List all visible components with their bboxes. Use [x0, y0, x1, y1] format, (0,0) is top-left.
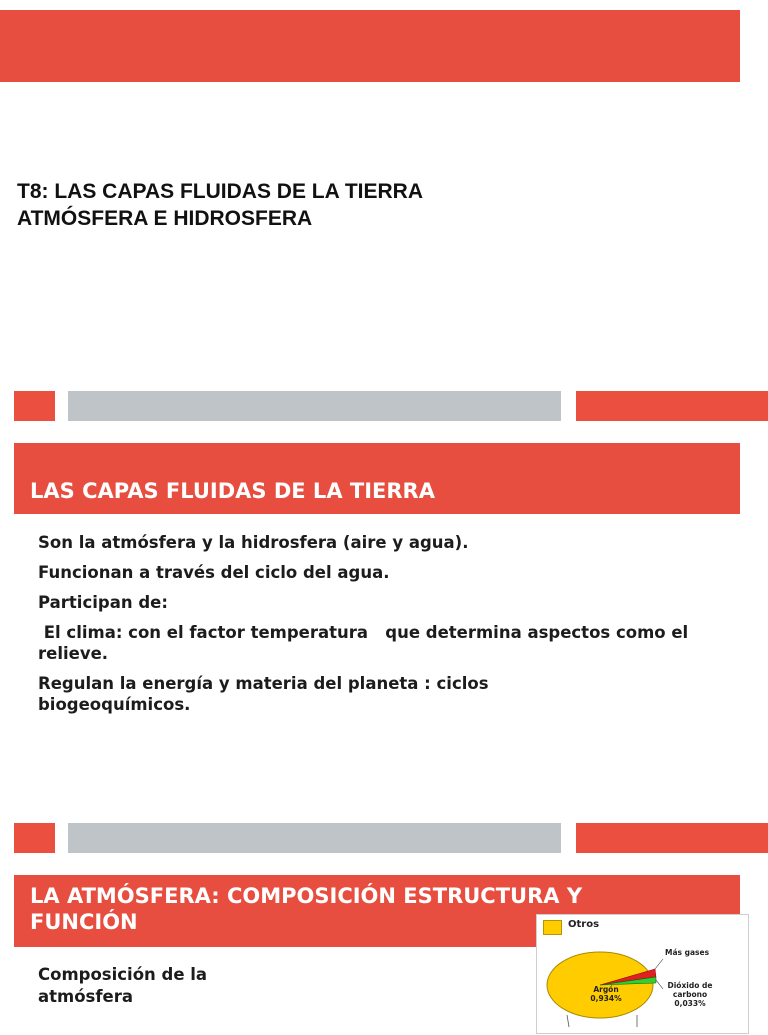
label-argon-line2: 0,934%: [590, 994, 622, 1003]
composition-label: Composición de la atmósfera: [38, 965, 208, 1006]
leader-line-mas-gases: [655, 959, 663, 969]
pie-chart: [536, 914, 749, 1034]
list-item: Funcionan a través del ciclo del agua.: [38, 563, 390, 582]
legend-label-otros: Otros: [568, 919, 600, 930]
label-argon-line1: Argón: [593, 985, 619, 994]
label-mas-gases: Más gases: [665, 948, 710, 957]
list-item: El clima: con el factor temperatura que determina aspectos como el relieve.: [38, 623, 694, 663]
title-line-1: T8: LAS CAPAS FLUIDAS DE LA TIERRA: [17, 180, 424, 203]
list-item: Participan de:: [38, 593, 168, 612]
label-argon: [585, 985, 627, 1003]
label-dioxido-line3: 0,033%: [674, 999, 706, 1008]
list-item: Regulan la energía y materia del planeta : ciclos biogeoquímicos.: [38, 674, 489, 714]
divider-red-left: [14, 823, 55, 853]
label-dioxido-line2: carbono: [672, 990, 708, 999]
slide-header: LAS CAPAS FLUIDAS DE LA TIERRA: [14, 443, 740, 514]
list-item: Son la atmósfera y la hidrosfera (aire y agua).: [38, 533, 469, 552]
title-line-2: ATMÓSFERA E HIDROSFERA: [17, 207, 313, 230]
title-slide-band: [0, 10, 740, 82]
divider-gray: [68, 391, 561, 421]
leader-line-dioxido: [656, 980, 663, 989]
label-dioxido-line1: Dióxido de: [667, 981, 713, 990]
pie-svg: [537, 915, 750, 1035]
presentation-title: [17, 178, 717, 232]
divider-red-right: [576, 391, 768, 421]
divider-gray: [68, 823, 561, 853]
divider-red-right: [576, 823, 768, 853]
bullet-list: [38, 532, 738, 724]
slide-header: LA ATMÓSFERA: COMPOSICIÓN ESTRUCTURA Y FUNCIÓN: [14, 875, 740, 947]
label-dioxido: [663, 981, 717, 1008]
divider-red-left: [14, 391, 55, 421]
